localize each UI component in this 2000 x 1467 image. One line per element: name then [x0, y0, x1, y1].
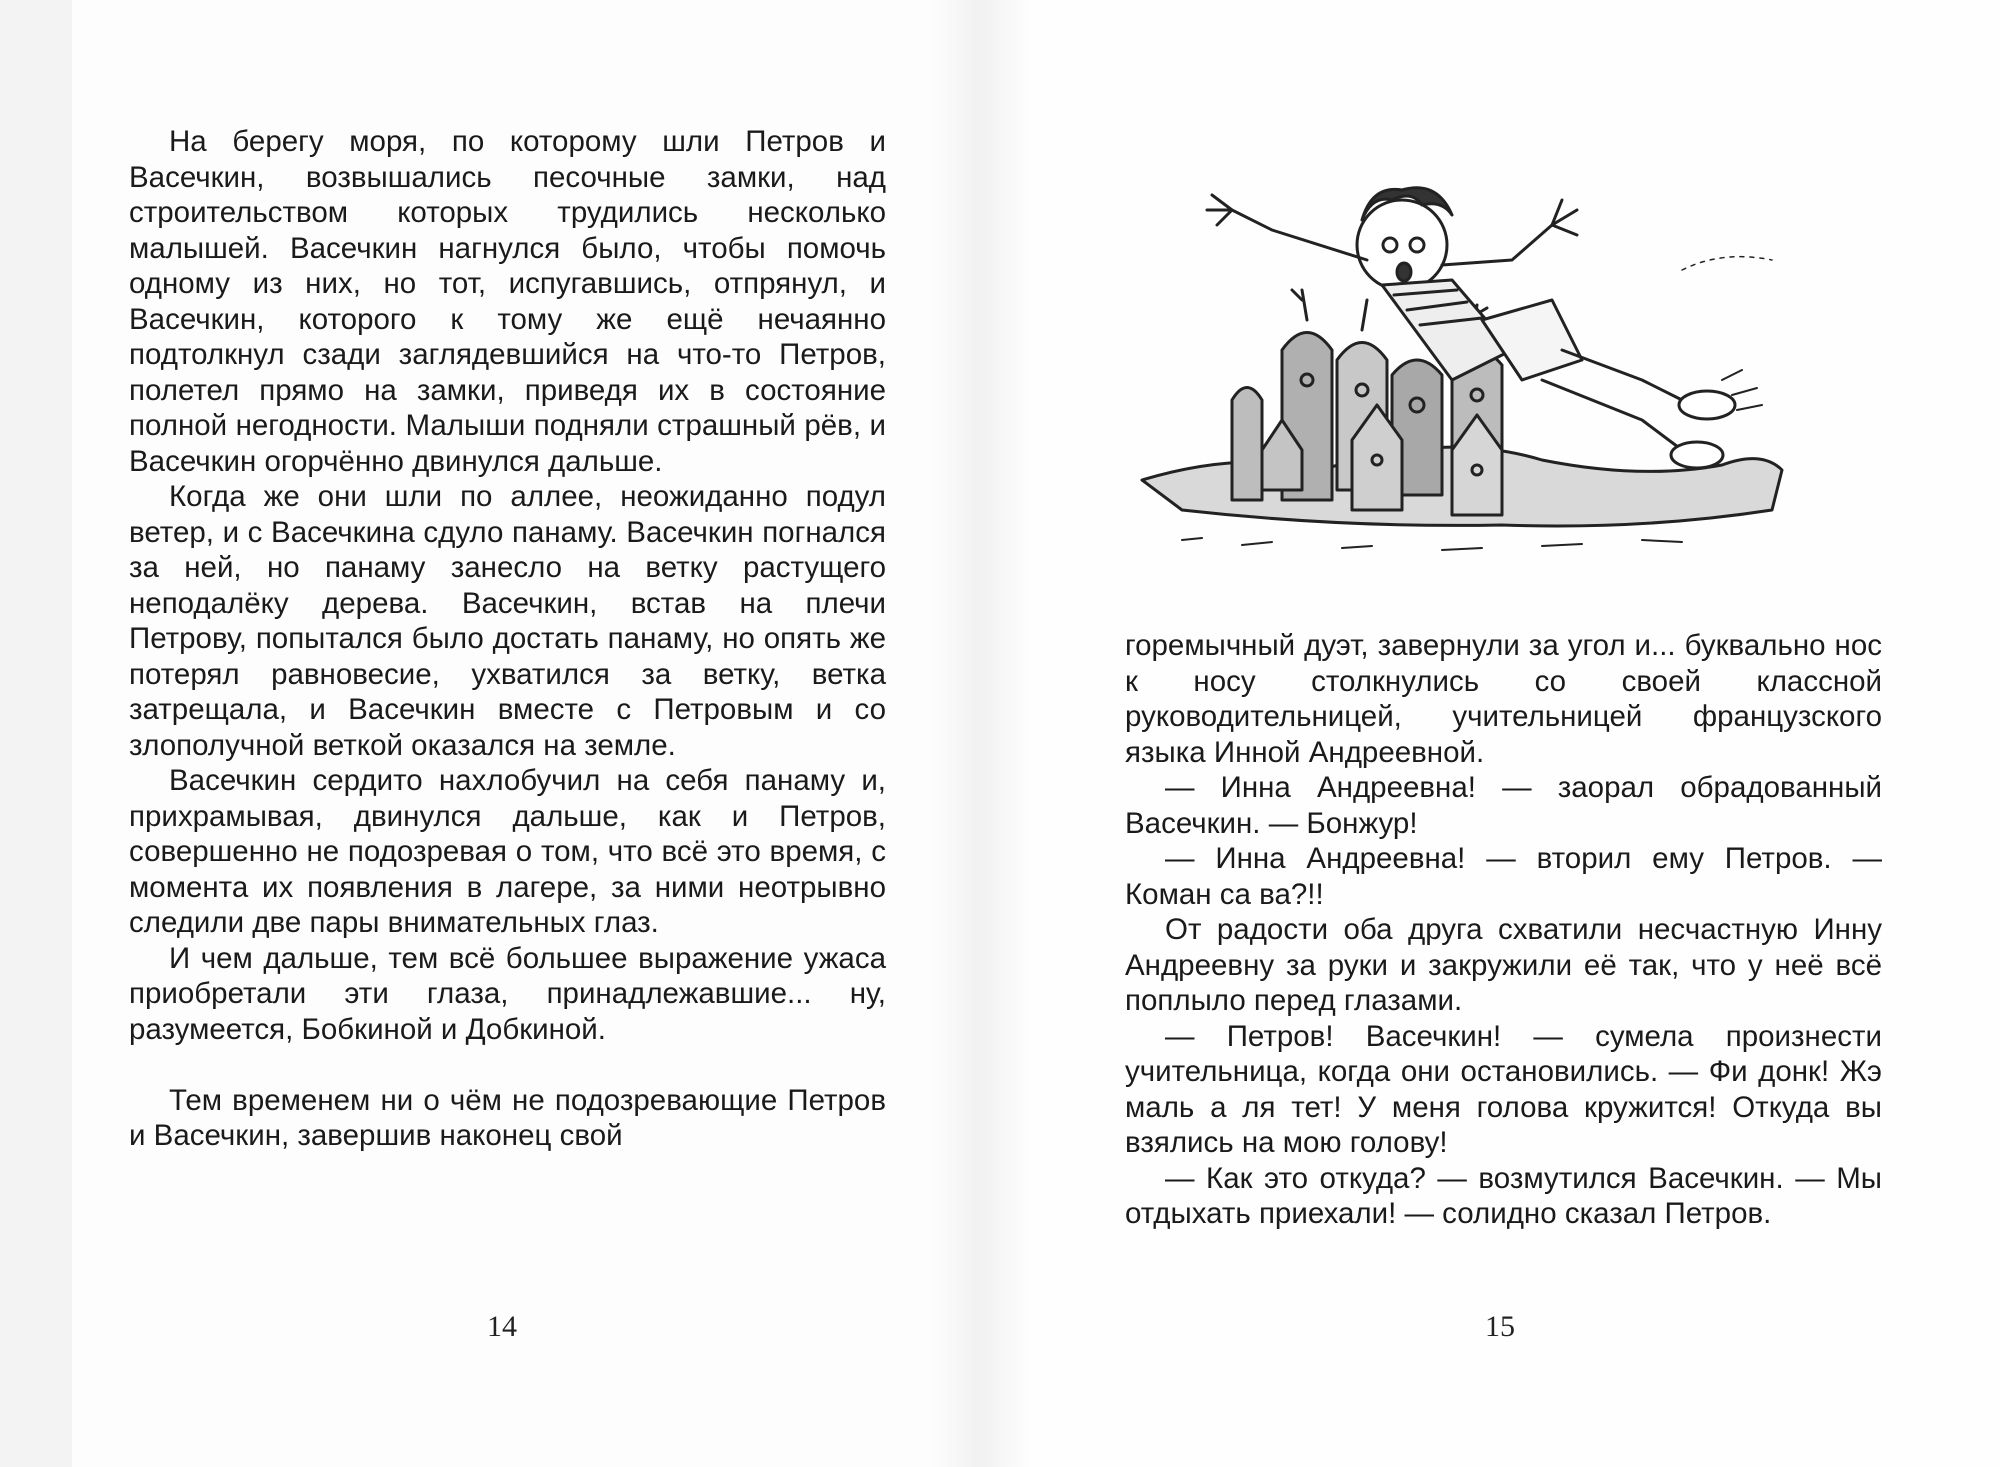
paragraph: — Как это откуда? — возмутился Васечкин. — Мы отдыхать приехали! — солидно сказал Петров.: [1125, 1161, 1882, 1230]
book-gutter: [932, 0, 1030, 1467]
paragraph: — Петров! Васечкин! — сумела произнести учительница, когда они остановились. — Фи донк! Жэ маль а ля тет! У меня голова кружится! Откуда вы взялись на мою голову!: [1125, 1019, 1882, 1159]
page-number: 15: [1485, 1310, 1515, 1343]
page-number: 14: [487, 1310, 517, 1343]
paragraph: горемычный дуэт, завернули за угол и... буквально нос к носу столкнулись со своей классной руководительницей, учительницей французского языка Инной Андреевной.: [1125, 629, 1882, 769]
paragraph: Тем временем ни о чём не подозревающие Петров и Васечкин, завершив наконец свой: [129, 1083, 886, 1152]
right-page-text: [1125, 628, 1882, 1232]
paragraph: — Инна Андреевна! — заорал обрадованный Васечкин. — Бонжур!: [1125, 771, 1882, 840]
paragraph: На берегу моря, по которому шли Петров и Васечкин, возвышались песочные замки, над строительством которых трудились несколько малышей. Васечкин нагнулся было, чтобы помочь одному из них, но тот, испугавшись, отпрянул, и Васечкин, которого к тому же ещё нечаянно подтолкнул сзади заглядевшийся на что-то Петров, полетел прямо на замки, приведя их в состояние полной негодности. Малыши подняли страшный рёв, и Васечкин огорчённо двинулся дальше.: [129, 125, 886, 478]
paragraph: — Инна Андреевна! — вторил ему Петров. — Коман са ва?!!: [1125, 842, 1882, 911]
left-page-text: [129, 124, 886, 1154]
paragraph: И чем дальше, тем всё большее выражение ужаса приобретали эти глаза, принадлежавшие... ну, разумеется, Бобкиной и Добкиной.: [129, 941, 886, 1046]
left-page: [72, 0, 932, 1467]
boy-falling-on-sandcastles-illustration: [1122, 150, 1902, 570]
right-page: [1030, 0, 2000, 1467]
paragraph: Васечкин сердито нахлобучил на себя панаму и, прихрамывая, двинулся дальше, как и Петров, совершенно не подозревая о том, что всё это время, с момента их появления в лагере, за ними неотрывно следили две пары внимательных глаз.: [129, 764, 886, 939]
paragraph: Когда же они шли по аллее, неожиданно подул ветер, и с Васечкина сдуло панаму. Васечкин погнался за ней, но панаму занесло на ветку растущего неподалёку дерева. Васечкин, встав на плечи Петрову, попытался было достать панаму, но опять же потерял равновесие, ухватился за ветку, ветка затрещала, и Васечкин вместе с Петровым и со злополучной веткой оказался на земле.: [129, 480, 886, 762]
paragraph: От радости оба друга схватили несчастную Инну Андреевну за руки и закружили её так, что у неё всё поплыло перед глазами.: [1125, 913, 1882, 1017]
